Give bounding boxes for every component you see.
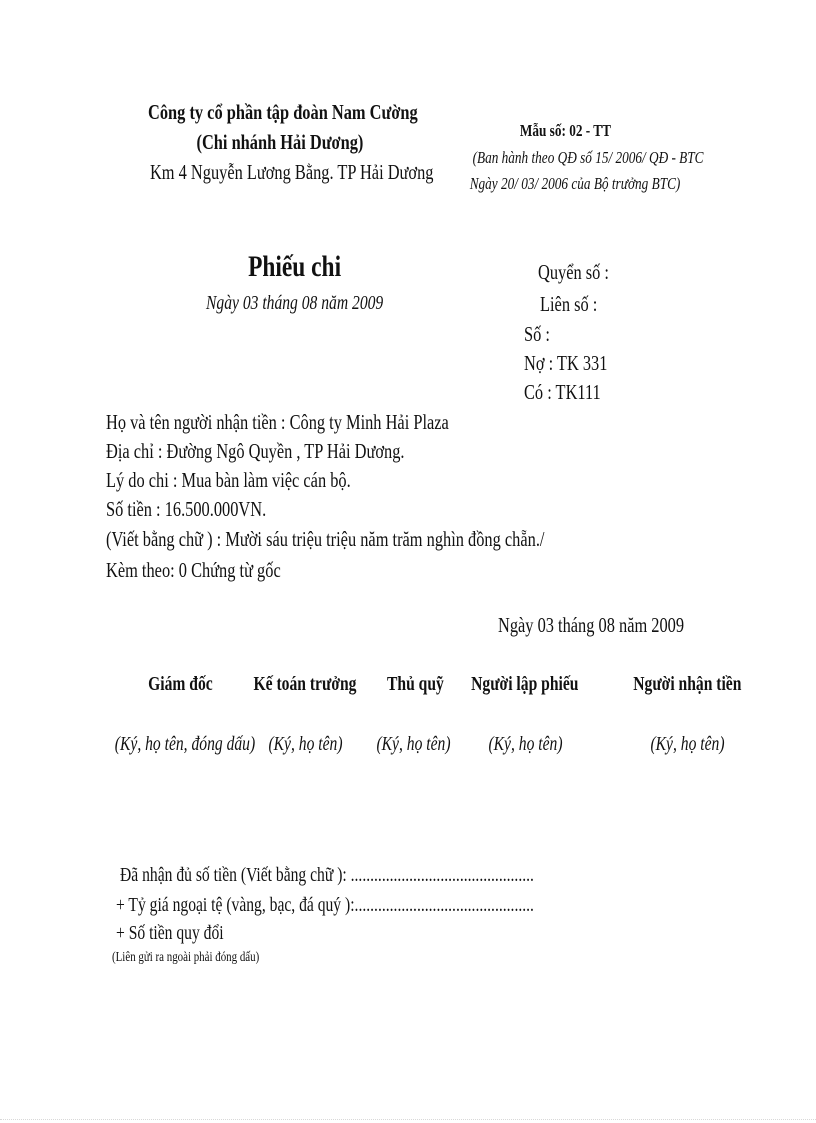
- received-line: Đã nhận đủ số tiền (Viết bằng chữ ): ...............................................: [120, 864, 534, 886]
- signatory-note-chief-accountant: (Ký, họ tên): [267, 733, 343, 755]
- form-issued-line1: (Ban hành theo QĐ số 15/ 2006/ QĐ - BTC: [472, 148, 704, 167]
- address-line: Địa chỉ : Đường Ngô Quyền , TP Hải Dương.: [106, 439, 405, 463]
- company-branch: (Chi nhánh Hải Dương): [196, 130, 364, 154]
- debit-account: Nợ : TK 331: [524, 351, 608, 375]
- recipient-line: Họ và tên người nhận tiền : Công ty Minh Hải Plaza: [106, 410, 449, 434]
- book-number: Quyển số :: [538, 260, 609, 284]
- signatory-role-chief-accountant: Kế toán trưởng: [253, 673, 357, 695]
- stamp-note: (Liên gửi ra ngoài phải đóng dấu): [112, 950, 260, 965]
- attached-docs-line: Kèm theo: 0 Chứng từ gốc: [106, 558, 281, 582]
- signatory-role-receiver: Người nhận tiền: [633, 673, 742, 695]
- amount-line: Số tiền : 16.500.000VN.: [106, 497, 267, 521]
- amount-words-line: (Viết bằng chữ ) : Mười sáu triệu triệu năm trăm nghìn đồng chẵn./: [106, 527, 545, 551]
- signatory-role-cashier: Thủ quỹ: [386, 673, 444, 695]
- page-bottom-rule: [0, 1119, 816, 1120]
- signatory-note-preparer: (Ký, họ tên): [487, 733, 563, 755]
- form-code: Mẫu số: 02 - TT: [519, 121, 611, 140]
- signatory-note-director: (Ký, họ tên, đóng dấu): [114, 733, 256, 755]
- company-address: Km 4 Nguyễn Lương Bằng. TP Hải Dương: [149, 160, 434, 184]
- page-title: Phiếu chi: [248, 250, 342, 283]
- reason-line: Lý do chi : Mua bàn làm việc cán bộ.: [106, 468, 351, 492]
- signatory-note-cashier: (Ký, họ tên): [375, 733, 451, 755]
- voucher-date: Ngày 03 tháng 08 năm 2009: [206, 292, 384, 314]
- signatory-note-receiver: (Ký, họ tên): [649, 733, 725, 755]
- converted-amount-line: + Số tiền quy đổi: [116, 922, 224, 944]
- company-name: Công ty cổ phần tập đoàn Nam Cường: [148, 100, 418, 124]
- exchange-rate-line: + Tỷ giá ngoại tệ (vàng, bạc, đá quý ):..............................................: [116, 894, 534, 916]
- credit-account: Có : TK111: [524, 380, 601, 404]
- copy-number: Liên số :: [540, 292, 598, 316]
- signatory-role-preparer: Người lập phiếu: [471, 673, 579, 695]
- form-issued-line2: Ngày 20/ 03/ 2006 của Bộ trưởng BTC): [469, 174, 681, 193]
- voucher-number: Số :: [524, 322, 550, 346]
- signatory-role-director: Giám đốc: [147, 673, 213, 695]
- signature-date: Ngày 03 tháng 08 năm 2009: [498, 613, 685, 637]
